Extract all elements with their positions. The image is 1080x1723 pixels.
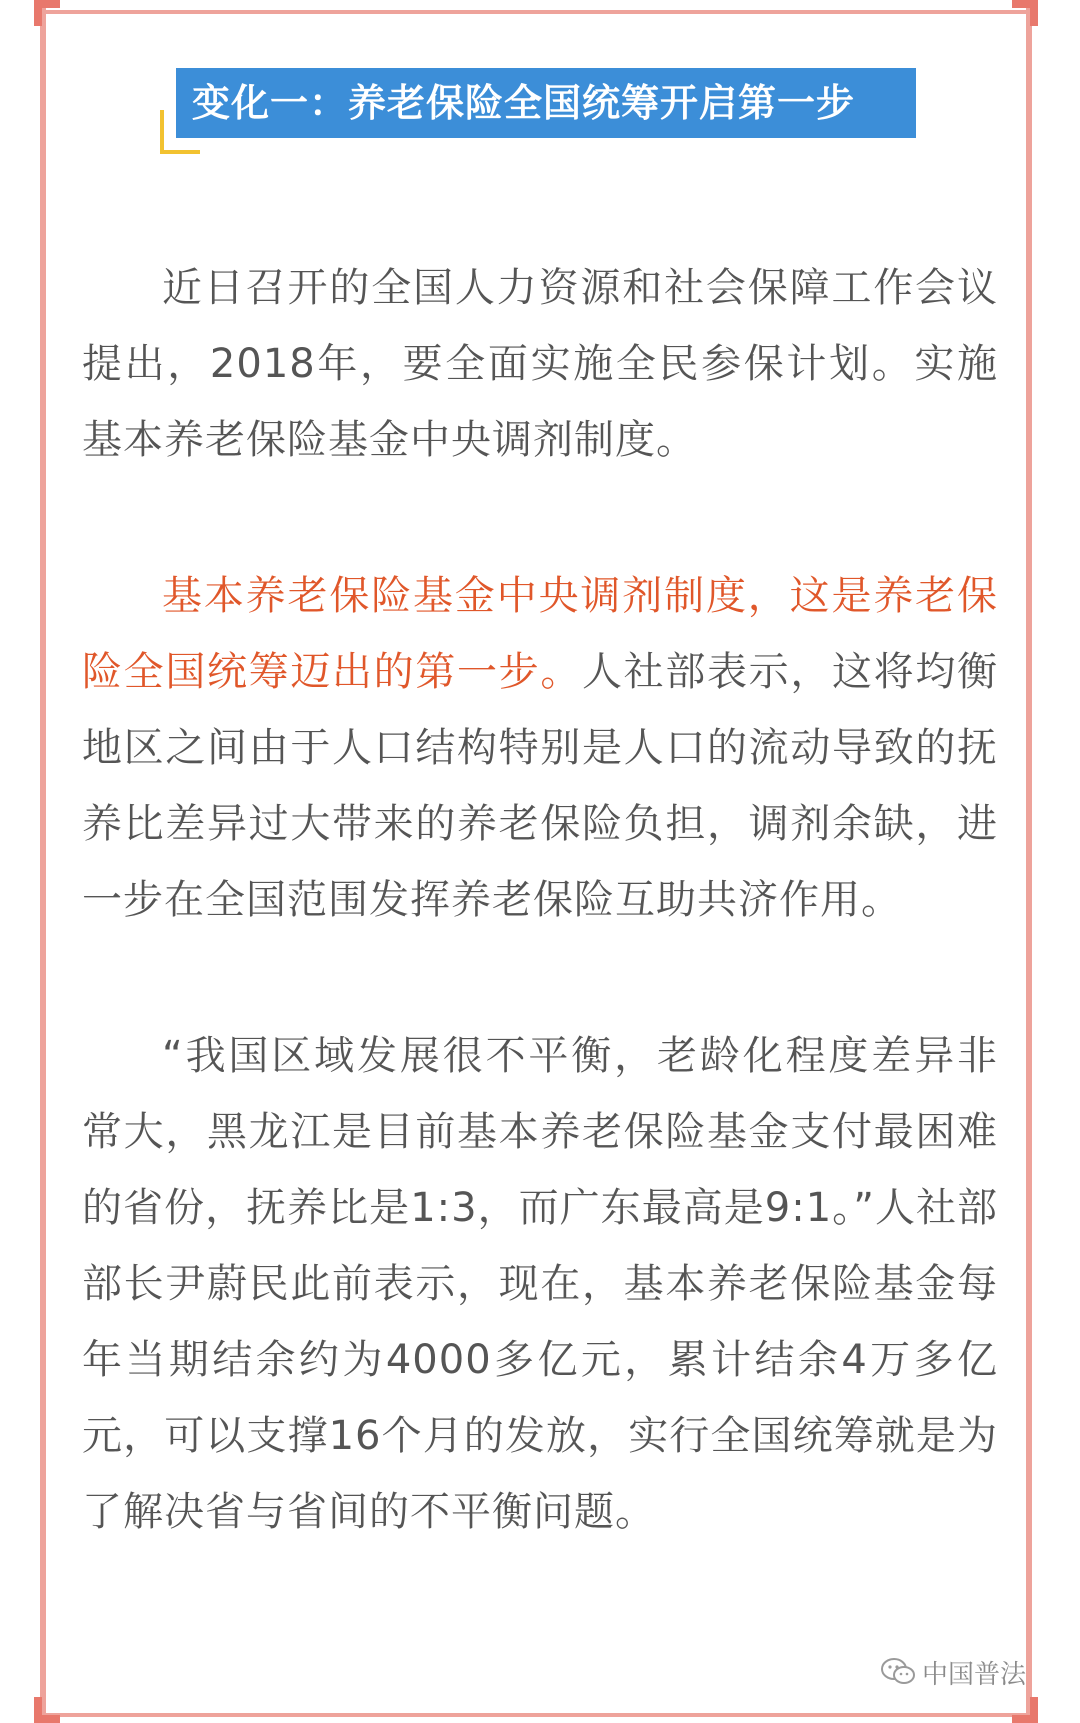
paragraph-2 — [82, 558, 998, 938]
watermark — [880, 1650, 1026, 1694]
section-title: 变化一：养老保险全国统筹开启第一步 — [176, 68, 916, 138]
corner-bottom-right — [1012, 1697, 1038, 1723]
article-body — [82, 250, 998, 1550]
corner-bottom-left — [34, 1697, 60, 1723]
highlight-text: 基本养老保险基金中央调剂制度，这是养老保险全国统筹迈出的第一步。 — [82, 573, 998, 695]
paragraph-1: 近日召开的全国人力资源和社会保障工作会议提出，2018年，要全面实施全民参保计划。实施基本养老保险基金中央调剂制度。 — [82, 265, 998, 463]
corner-top-left — [34, 0, 60, 26]
wechat-icon — [880, 1657, 916, 1687]
frame-bottom-border — [40, 1713, 1032, 1717]
frame-top-border — [40, 10, 1032, 14]
corner-top-right — [1012, 0, 1038, 26]
watermark-text: 中国普法 — [922, 1659, 1027, 1690]
paragraph-2-rest: 人社部表示，这将均衡地区之间由于人口结构特别是人口的流动导致的抚养比差异过大带来的养老保险负担，调剂余缺，进一步在全国范围发挥养老保险互助共济作用。 — [82, 649, 998, 923]
paragraph-3: “我国区域发展很不平衡，老龄化程度差异非常大，黑龙江是目前基本养老保险基金支付最困难的省份，抚养比是1:3，而广东最高是9:1。”人社部部长尹蔚民此前表示，现在，基本养老保险基金每年当期结余约为4000多亿元，累计结余4万多亿元，可以支撑16个月的发放，实行全国统筹就是为了解决省与省间的不平衡问题。 — [82, 1033, 998, 1535]
